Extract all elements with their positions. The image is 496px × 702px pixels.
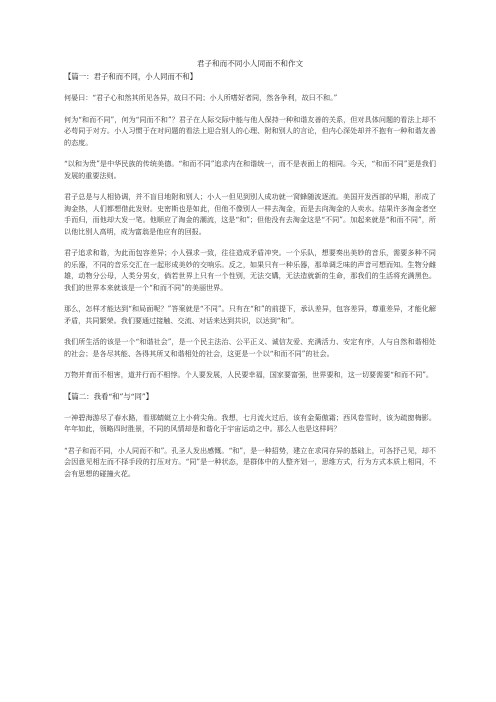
paragraph: 何晏曰：“君子心和然其所见各异，故曰不同；小人所嗜好者同，然各争利，故曰不和。” [64, 93, 338, 102]
paragraph: 我们所生活的该是一个“和谐社会”，是一个民主法治、公平正义、诚信友爱、充满活力、安定有序，人与自然和谐相处的社会；是各尽其能、各得其所又和谐相处的社会，这更是一个以“和而不同”的社会。 [64, 337, 436, 358]
paragraph: 那么，怎样才能达到“和局面呢？”答案就是“不同”。只有在“和”的前提下，承认差异，包容差异，尊重差异，才能化解矛盾，共同繁荣。我们要通过接触、交流、对话来达到共识，以达到“和”。 [64, 304, 436, 325]
paragraph: 万物并育而不相害，道并行而不相悖。个人要发展，人民要幸福，国家要富强，世界要和，这一切要需要“和而不同”。 [64, 370, 434, 379]
document-title: 君子和而不同小人同而不和作文 [196, 59, 304, 68]
paragraph: 一神碧海游尽了春水路，看那蜻蜓立上小荷尖角。我想，七月流火过后，该有金菊傲霜；西风卷雪时，该为疏窗梅影。年年如此，领略四时胜景，不同的风情却是和谐化于宇宙运动之中。那么人也是这样吗？ [64, 412, 436, 433]
paragraph: 何为“和而不同”，何为“同而不和”？君子在人际交际中能与他人保持一种和谐友善的关系，但对具体问题的看法上却不必苟同于对方。小人习惯于在对问题的看法上迎合别人的心理、附和别人的言论，但内心深处却并不抱有一种和谐友善的态度。 [64, 114, 436, 147]
section-heading-2: 【篇二：我看“和”与“同”】 [64, 391, 154, 401]
paragraph: 君子追求和谐，为此而包容差异；小人强求一致，往往造成矛盾冲突。一个乐队，想要奏出美妙的音乐，需要多种不同的乐器，不同的音乐交汇在一起形成美妙的交响乐。反之，如果只有一种乐器，那单调乏味的声音可想而知。生物分雌雄，动物分公母，人类分男女，倘若世界上只有一个性别，无法交媾，无法造就新的生命，那我们的生活将充满黑色。我们的世界本来就该是一个“和而不同”的美丽世界。 [64, 248, 436, 292]
paragraph: 君子总是与人相协调，并不盲目地附和别人；小人一但见到别人成功就一窝蜂随波逐流。美国开发西部的早期，形成了淘金热，人们都想借此发财。史密斯也是如此，但他不像别人一样去淘金，而是去向淘金的人卖水。结果许多淘金者空手而归，而他却大发一笔。他顺应了淘金的潮流，这是“和”；但他没有去淘金这是“不同”。加起来就是“和而不同”，所以他比别人高明，成为富翁是他应有的回报。 [64, 192, 436, 236]
section-heading-1: 【篇一：君子和而不同，小人同而不和】 [64, 72, 198, 81]
document-page [64, 58, 436, 488]
paragraph: “君子和而不同，小人同而不和”。孔圣人发出感慨。“和”，是一种招势，建立在求同存异的基础上，可各抒己见，却不会因意见相左而不择手段的打压对方。“同”是一种状态，是群体中的人整齐划一，思维方式，行为方式本质上相同，不会有思想的碰撞火花。 [64, 445, 436, 478]
paragraph: “以和为贵”是中华民族的传统美德。“和而不同”追求内在和谐统一，而不是表面上的相同。今天，“和而不同”更是我们发展的重要法则。 [64, 159, 436, 180]
